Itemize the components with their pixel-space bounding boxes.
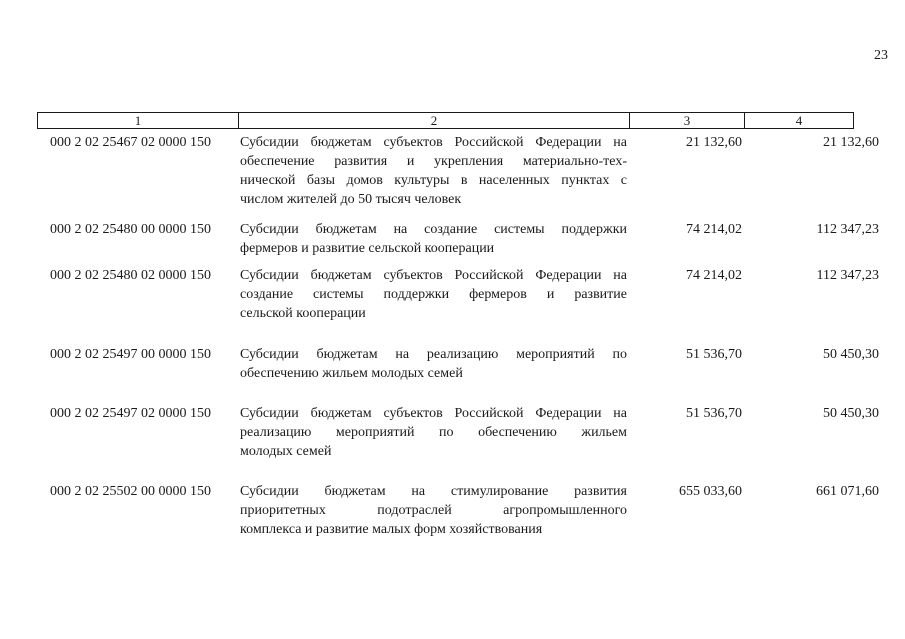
row-description (240, 133, 627, 209)
column-header-4: 4 (795, 113, 803, 128)
row-value-col4: 661 071,60 (816, 484, 879, 499)
row-value-col3: 74 214,02 (686, 268, 742, 283)
row-description (240, 482, 627, 539)
row-value-col3: 51 536,70 (686, 406, 742, 421)
description-line: сельской кооперации (240, 306, 366, 321)
column-header-3: 3 (683, 113, 691, 128)
description-line: комплекса и развитие малых форм хозяйствования (240, 522, 543, 537)
column-header-2: 2 (430, 113, 438, 128)
description-line: Субсидии бюджетам субъектов Российской Федерации на (240, 406, 627, 421)
row-code: 000 2 02 25480 00 0000 150 (50, 222, 211, 237)
description-line: Субсидии бюджетам на создание системы поддержки (240, 222, 627, 237)
description-line: Субсидии бюджетам субъектов Российской Федерации на (240, 135, 627, 150)
row-value-col4: 50 450,30 (823, 406, 879, 421)
description-line: молодых семей (240, 444, 332, 459)
row-description (240, 220, 627, 258)
row-value-col3: 74 214,02 (686, 222, 742, 237)
row-code: 000 2 02 25480 02 0000 150 (50, 268, 211, 283)
description-line: Субсидии бюджетам на стимулирование развития (240, 484, 627, 499)
description-line: обеспечению жильем молодых семей (240, 366, 463, 381)
row-value-col4: 112 347,23 (816, 222, 879, 237)
description-line: Субсидии бюджетам субъектов Российской Федерации на (240, 268, 627, 283)
row-value-col3: 21 132,60 (686, 135, 742, 150)
description-line: фермеров и развитие сельской кооперации (240, 241, 495, 256)
description-line: Субсидии бюджетам на реализацию мероприятий по (240, 347, 627, 362)
page-number: 23 (874, 48, 888, 63)
description-line: реализацию мероприятий по обеспечению жильем (240, 425, 627, 440)
description-line: числом жителей до 50 тысяч человек (240, 192, 462, 207)
row-value-col3: 655 033,60 (679, 484, 742, 499)
row-code: 000 2 02 25497 02 0000 150 (50, 406, 211, 421)
row-description (240, 404, 627, 461)
row-code: 000 2 02 25467 02 0000 150 (50, 135, 211, 150)
row-value-col4: 112 347,23 (816, 268, 879, 283)
column-header-1: 1 (134, 113, 142, 128)
row-description (240, 266, 627, 323)
table-header-row (37, 112, 854, 129)
description-line: нической базы домов культуры в населенных пунктах с (240, 173, 627, 188)
row-code: 000 2 02 25497 00 0000 150 (50, 347, 211, 362)
row-value-col3: 51 536,70 (686, 347, 742, 362)
row-value-col4: 50 450,30 (823, 347, 879, 362)
description-line: приоритетных подотраслей агропромышленного (240, 503, 627, 518)
row-code: 000 2 02 25502 00 0000 150 (50, 484, 211, 499)
row-description (240, 345, 627, 383)
row-value-col4: 21 132,60 (823, 135, 879, 150)
description-line: создание системы поддержки фермеров и развитие (240, 287, 627, 302)
description-line: обеспечение развития и укрепления материально-тех- (240, 154, 627, 169)
